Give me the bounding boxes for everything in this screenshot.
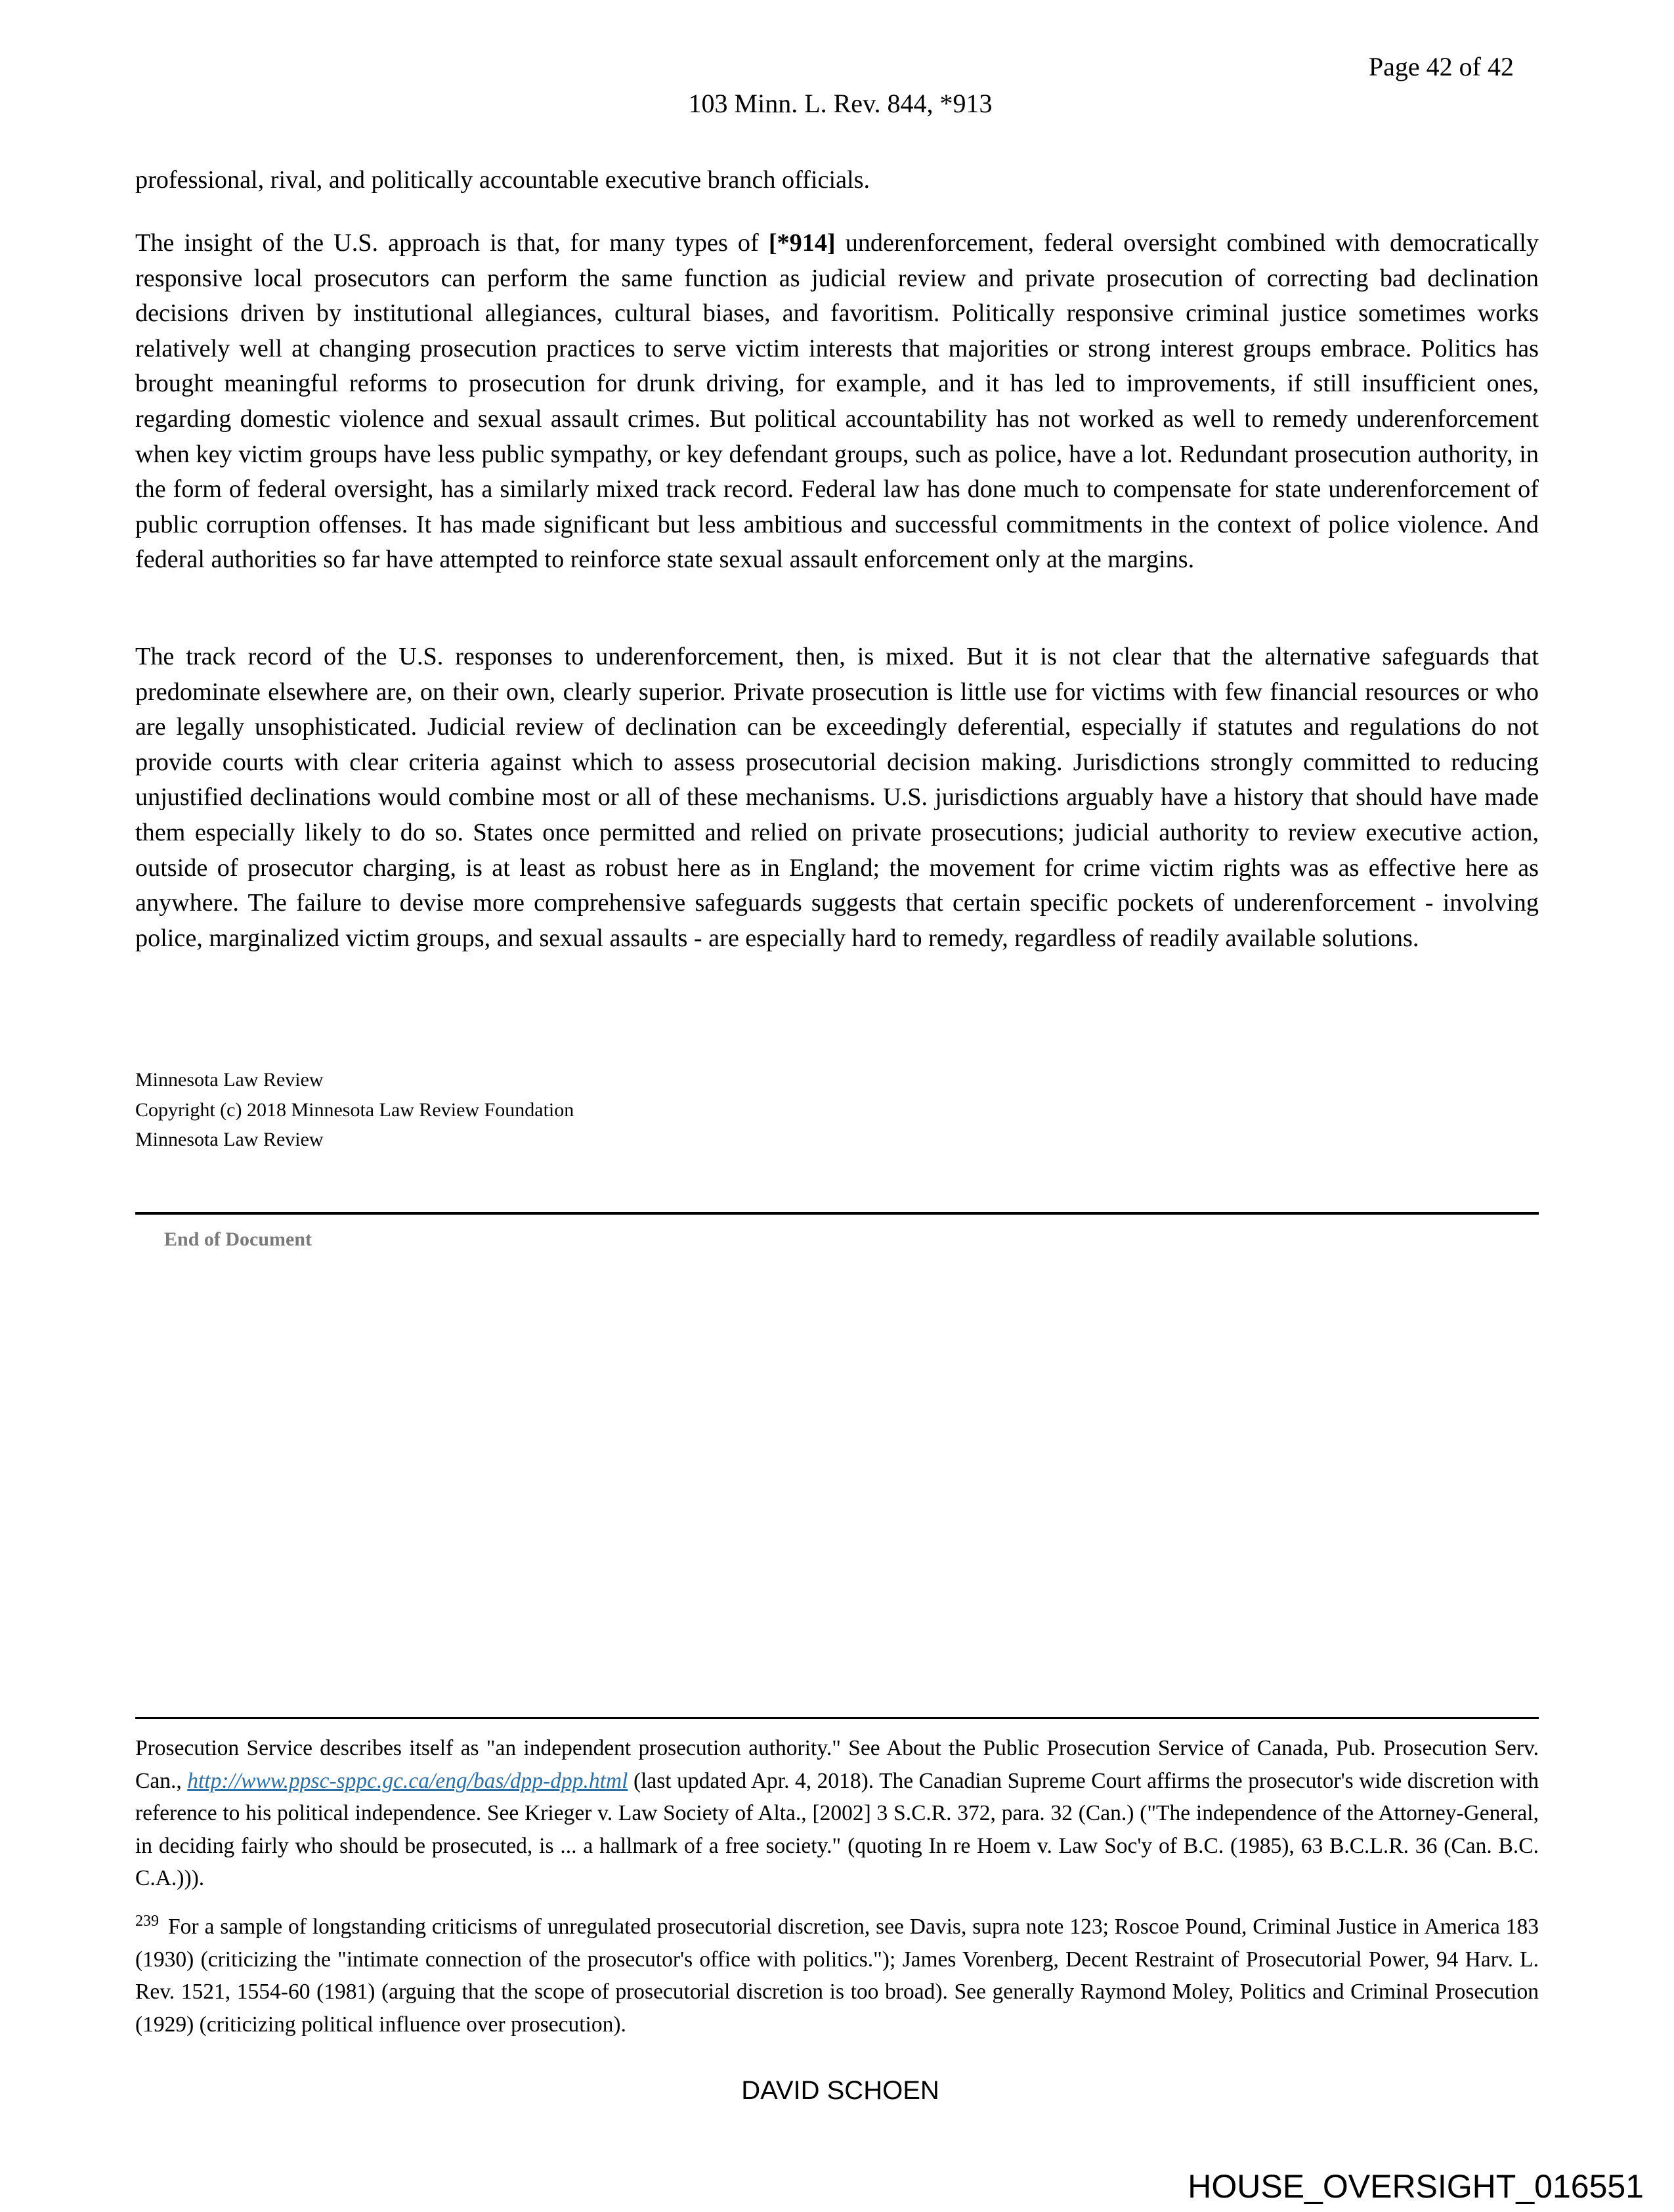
end-of-document-label: End of Document [164, 1228, 312, 1250]
footnote-body: For a sample of longstanding criticisms of unregulated prosecutorial discretion, see Davis, supra note 123; Roscoe Pound, Criminal Justice in America 183 (1930) (criticizing the "intimate connection of the prosecutor's office with politics."); James Vorenberg, Decent Restraint of Prosecutorial Power, 94 Harv. L. Rev. 1521, 1554-60 (1981) (arguing that the scope of prosecutorial discretion is too broad). See generally Raymond Moley, Politics and Criminal Prosecution (1929) (criticizing political influence over prosecution). [135, 1915, 1539, 2037]
footnote-divider [135, 1717, 1539, 1719]
end-divider [135, 1212, 1539, 1215]
body-paragraph [135, 226, 1539, 578]
footnote-continued [135, 1732, 1539, 1895]
paragraph-text-start: The insight of the U.S. approach is that, for many types of [135, 229, 769, 257]
footnote-text-rest: (last updated Apr. 4, 2018). The Canadian Supreme Court affirms the prosecutor's wide discretion with reference to his political independence. See Krieger v. Law Society of Alta., [2002] 3 S.C.R. 372, para. 32 (Can.) ("The independence of the Attorney-General, in deciding fairly who should be prosecuted, is ... a hallmark of a free society." (quoting In re Hoem v. Law Soc'y of B.C. (1985), 63 B.C.L.R. 36 (Can. B.C. C.A.))). [135, 1768, 1539, 1890]
citation-header: 103 Minn. L. Rev. 844, *913 [688, 89, 993, 118]
bates-number: HOUSE_OVERSIGHT_016551 [1188, 2168, 1644, 2205]
copyright-line: Copyright (c) 2018 Minnesota Law Review Foundation [135, 1098, 574, 1121]
publisher-block [135, 1065, 574, 1155]
page-pin-marker: [*914] [768, 229, 836, 257]
body-paragraph [135, 163, 1539, 198]
footnote-text [135, 1732, 1539, 1895]
publisher-line: Minnesota Law Review [135, 1129, 324, 1150]
paragraph-text [135, 226, 1539, 578]
publisher-line: Minnesota Law Review [135, 1069, 324, 1091]
paragraph-text-rest: underenforcement, federal oversight combined with democratically responsive local prosecutors can perform the same function as judicial review and private prosecution of correcting bad declination decisions driven by institutional allegiances, cultural biases, and favoritism. Politically responsive criminal justice sometimes works relatively well at changing prosecution practices to serve victim interests that majorities or strong interest groups embrace. Politics has brought meaningful reforms to prosecution for drunk driving, for example, and it has led to improvements, if still insufficient ones, regarding domestic violence and sexual assault crimes. But political accountability has not worked as well to remedy underenforcement when key victim groups have less public sympathy, or key defendant groups, such as police, have a lot. Redundant prosecution authority, in the form of federal oversight, has a similarly mixed track record. Federal law has done much to compensate for state underenforcement of public corruption offenses. It has made significant but less ambitious and successful commitments in the context of police violence. And federal authorities so far have attempted to reinforce state sexual assault enforcement only at the margins. [135, 229, 1539, 574]
ppsc-link[interactable]: http://www.ppsc-sppc.gc.ca/eng/bas/dpp-dpp.html [187, 1768, 628, 1793]
paragraph-text: The track record of the U.S. responses to underenforcement, then, is mixed. But it is not clear that the alternative safeguards that predominate elsewhere are, on their own, clearly superior. Private prosecution is little use for victims with few financial resources or who are legally unsophisticated. Judicial review of declination can be exceedingly deferential, especially if statutes and regulations do not provide courts with clear criteria against which to assess prosecutorial decision making. Jurisdictions strongly committed to reducing unjustified declinations would combine most or all of these mechanisms. U.S. jurisdictions arguably have a history that should have made them especially likely to do so. States once permitted and relied on private prosecutions; judicial authority to review executive action, outside of prosecutor charging, is at least as robust here as in England; the movement for crime victim rights was as effective here as anywhere. The failure to devise more comprehensive safeguards suggests that certain specific pockets of underenforcement - involving police, marginalized victim groups, and sexual assaults - are especially hard to remedy, regardless of readily available solutions. [135, 643, 1539, 952]
footnote-number: 239 [135, 1913, 159, 1930]
footnote-239 [135, 1911, 1539, 2041]
footnote-text-start: Prosecution Service describes itself as "an independent prosecution authority." See About the Public Prosecution Service of Canada, Pub. Prosecution Serv. Can., [135, 1736, 1539, 1793]
paragraph-text: professional, rival, and politically accountable executive branch officials. [135, 166, 870, 194]
footnote-text [135, 1911, 1539, 2041]
page-number: Page 42 of 42 [1368, 52, 1514, 81]
name-stamp: DAVID SCHOEN [741, 2076, 939, 2105]
body-paragraph [135, 640, 1539, 956]
